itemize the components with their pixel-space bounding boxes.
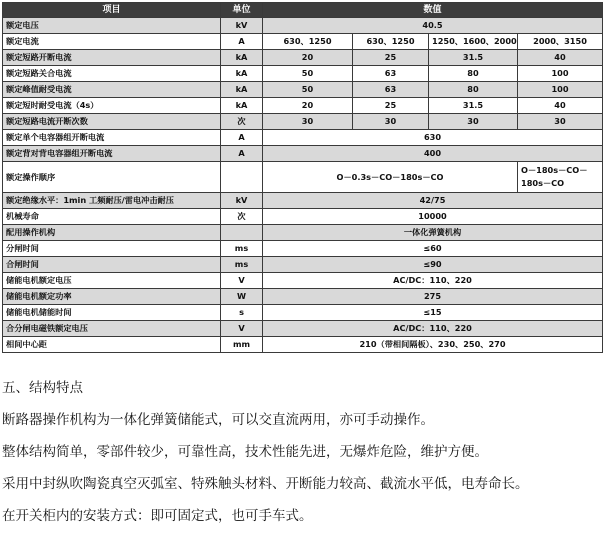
param-value: 一体化弹簧机构 (263, 225, 603, 241)
param-unit: A (221, 130, 263, 146)
param-name: 额定电流 (3, 34, 221, 50)
param-value: 275 (263, 289, 603, 305)
param-value: ≤15 (263, 305, 603, 321)
param-value: 25 (353, 50, 429, 66)
header-item: 项目 (3, 3, 221, 18)
param-value: 31.5 (429, 98, 518, 114)
param-value: 100 (518, 66, 603, 82)
param-value: 20 (263, 50, 353, 66)
param-value: 630 (263, 130, 603, 146)
param-unit: kV (221, 193, 263, 209)
table-row (3, 18, 603, 34)
param-name: 额定绝缘水平：1min 工频耐压/雷电冲击耐压 (3, 193, 221, 209)
param-name: 合分闸电磁铁额定电压 (3, 321, 221, 337)
param-value: 40 (518, 50, 603, 66)
param-value: 1250、1600、2000 (429, 34, 518, 50)
specification-table (2, 2, 603, 353)
param-unit: 次 (221, 209, 263, 225)
param-name: 配用操作机构 (3, 225, 221, 241)
param-value: 30 (518, 114, 603, 130)
param-value: AC/DC：110、220 (263, 321, 603, 337)
param-value: 40 (518, 98, 603, 114)
table-row (3, 193, 603, 209)
table-row (3, 241, 603, 257)
param-value: 2000、3150 (518, 34, 603, 50)
section-line-3: 采用中封纵吹陶瓷真空灭弧室、特殊触头材料、开断能力较高、截流水平低，电寿命长。 (2, 476, 529, 492)
param-unit: V (221, 321, 263, 337)
param-name: 额定短路关合电流 (3, 66, 221, 82)
param-value: O－180s－CO－180s－CO (518, 162, 603, 193)
param-unit (221, 162, 263, 193)
section-line-1: 断路器操作机构为一体化弹簧储能式，可以交直流两用，亦可手动操作。 (2, 412, 434, 428)
param-unit: V (221, 273, 263, 289)
table-row (3, 50, 603, 66)
param-name: 额定短路电流开断次数 (3, 114, 221, 130)
param-unit: kA (221, 82, 263, 98)
table-row (3, 162, 603, 193)
param-value: ≤90 (263, 257, 603, 273)
param-value: 630、1250 (263, 34, 353, 50)
param-value: 10000 (263, 209, 603, 225)
param-value: 210（带相间隔板）、230、250、270 (263, 337, 603, 353)
section-line-2: 整体结构简单，零部件较少，可靠性高，技术性能先进，无爆炸危险，维护方便。 (2, 444, 488, 460)
param-name: 额定峰值耐受电流 (3, 82, 221, 98)
header-unit: 单位 (221, 3, 263, 18)
param-value: ≤60 (263, 241, 603, 257)
table-row (3, 321, 603, 337)
param-unit: ms (221, 257, 263, 273)
param-name: 额定操作顺序 (3, 162, 221, 193)
param-value: 630、1250 (353, 34, 429, 50)
table-row (3, 146, 603, 162)
param-value: 50 (263, 66, 353, 82)
table-row (3, 98, 603, 114)
param-value: 30 (429, 114, 518, 130)
table-row (3, 209, 603, 225)
param-value: 80 (429, 66, 518, 82)
param-unit: kA (221, 98, 263, 114)
table-row (3, 273, 603, 289)
param-unit: W (221, 289, 263, 305)
param-value: 400 (263, 146, 603, 162)
section-line-4: 在开关柜内的安装方式：即可固定式，也可手车式。 (2, 508, 313, 524)
param-unit: A (221, 34, 263, 50)
table-row (3, 289, 603, 305)
table-row (3, 305, 603, 321)
param-value: 100 (518, 82, 603, 98)
param-unit: A (221, 146, 263, 162)
param-value: 31.5 (429, 50, 518, 66)
table-row (3, 114, 603, 130)
param-unit (221, 225, 263, 241)
param-name: 机械寿命 (3, 209, 221, 225)
param-value: 25 (353, 98, 429, 114)
param-name: 额定背对背电容器组开断电流 (3, 146, 221, 162)
param-unit: kA (221, 66, 263, 82)
param-value: 30 (263, 114, 353, 130)
table-header-row (3, 3, 603, 18)
param-value: 80 (429, 82, 518, 98)
param-value: 50 (263, 82, 353, 98)
param-unit: s (221, 305, 263, 321)
param-unit: ms (221, 241, 263, 257)
table-row (3, 82, 603, 98)
param-value: O－0.3s－CO－180s－CO (263, 162, 518, 193)
param-name: 额定单个电容器组开断电流 (3, 130, 221, 146)
table-row (3, 130, 603, 146)
param-name: 分闸时间 (3, 241, 221, 257)
table-row (3, 257, 603, 273)
param-name: 相间中心距 (3, 337, 221, 353)
param-unit: 次 (221, 114, 263, 130)
param-value: AC/DC：110、220 (263, 273, 603, 289)
param-name: 储能电机额定功率 (3, 289, 221, 305)
param-value: 30 (353, 114, 429, 130)
param-unit: kV (221, 18, 263, 34)
param-value: 63 (353, 82, 429, 98)
param-value: 63 (353, 66, 429, 82)
param-name: 额定电压 (3, 18, 221, 34)
param-name: 储能电机额定电压 (3, 273, 221, 289)
param-value: 20 (263, 98, 353, 114)
section-heading: 五、结构特点 (2, 380, 83, 396)
table-row (3, 66, 603, 82)
table-row (3, 337, 603, 353)
param-name: 额定短路开断电流 (3, 50, 221, 66)
param-name: 储能电机储能时间 (3, 305, 221, 321)
param-value: 40.5 (263, 18, 603, 34)
param-unit: kA (221, 50, 263, 66)
header-value: 数值 (263, 3, 603, 18)
param-value: 42/75 (263, 193, 603, 209)
table-row (3, 225, 603, 241)
table-row (3, 34, 603, 50)
param-unit: mm (221, 337, 263, 353)
param-name: 额定短时耐受电流（4s） (3, 98, 221, 114)
param-name: 合闸时间 (3, 257, 221, 273)
